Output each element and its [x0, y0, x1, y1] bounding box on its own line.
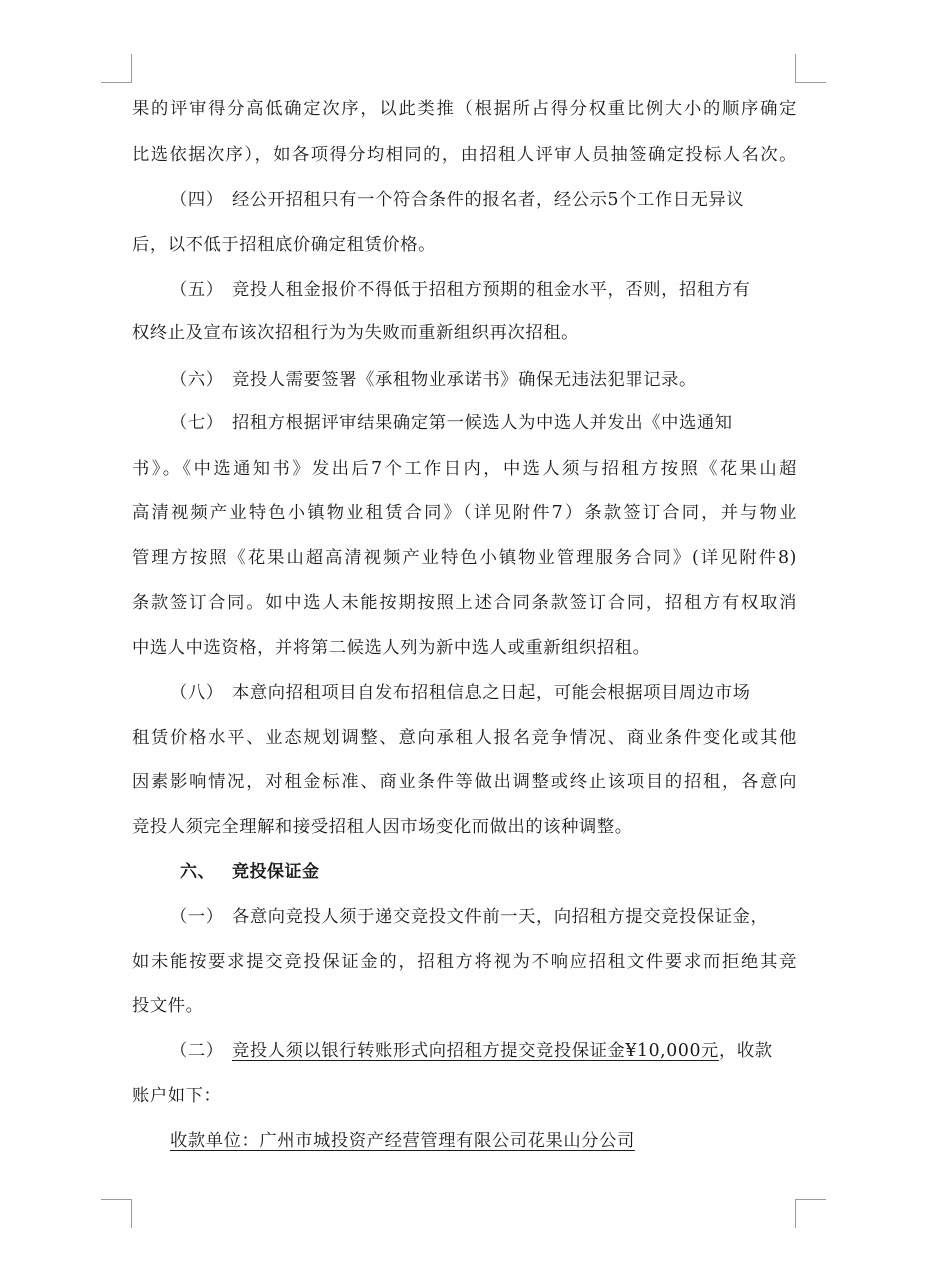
crop-mark-bottom-left	[101, 1199, 132, 1228]
text-line: 条款签订合同。如中选人未能按期按照上述合同条款签订合同，招租方有权取消	[132, 593, 797, 613]
item-number: （一）	[170, 907, 224, 927]
text-line: 竞投人需要签署《承租物业承诺书》确保无违法犯罪记录。	[232, 370, 697, 390]
deposit-amount-text: 竞投人须以银行转账形式向招租方提交竞投保证金¥10,000元	[232, 1041, 719, 1061]
text-line: 账户如下：	[132, 1086, 222, 1106]
text-line: 果的评审得分高低确定次序，以此类推（根据所占得分权重比例大小的顺序确定	[132, 99, 797, 119]
text-line: 后，以不低于招租底价确定租赁价格。	[132, 235, 436, 255]
paragraph-6	[170, 365, 797, 395]
item-number: （五）	[170, 280, 224, 300]
paragraph-5	[170, 275, 797, 305]
text-line: 本意向招租项目自发布招租信息之日起，可能会根据项目周边市场	[232, 683, 751, 703]
paragraph-7	[170, 408, 797, 438]
text-line: 各意向竞投人须于递交竞投文件前一天，向招租方提交竞投保证金，	[232, 907, 769, 927]
payee-name: 收款单位：广州市城投资产经营管理有限公司花果山分公司	[170, 1131, 635, 1151]
crop-mark-bottom-right	[795, 1199, 826, 1228]
text-line: 因素影响情况，对租金标准、商业条件等做出调整或终止该项目的招租，各意向	[132, 772, 797, 792]
crop-mark-top-right	[795, 54, 826, 83]
text-line: 如未能按要求提交竞投保证金的，招租方将视为不响应招租文件要求而拒绝其竞	[132, 952, 797, 972]
payee-line	[170, 1126, 797, 1156]
item-number: （四）	[170, 190, 224, 210]
text-line: 权终止及宣布该次招租行为为失败而重新组织再次招租。	[132, 323, 580, 343]
paragraph-4	[170, 185, 797, 215]
text-line: 中选人中选资格，并将第二候选人列为新中选人或重新组织招租。	[132, 638, 651, 658]
text-line: ，收款	[718, 1041, 773, 1061]
section-heading	[180, 857, 780, 887]
item-number: （八）	[170, 683, 224, 703]
paragraph-1	[170, 902, 797, 932]
item-number: （七）	[170, 413, 224, 433]
text-line: 书》。《中选通知书》发出后7个工作日内，中选人须与招租方按照《花果山超	[132, 459, 797, 479]
text-line: 竞投人须完全理解和接受招租人因市场变化而做出的该种调整。	[132, 817, 633, 837]
text-line: 投文件。	[132, 996, 204, 1016]
text-line: 比选依据次序），如各项得分均相同的，由招租人评审人员抽签确定投标人名次。	[132, 145, 797, 165]
crop-mark-top-left	[101, 54, 132, 83]
paragraph-8	[170, 678, 797, 708]
text-line: 招租方根据评审结果确定第一候选人为中选人并发出《中选通知	[232, 413, 733, 433]
paragraph-2	[170, 1036, 797, 1066]
text-line: 竞投人租金报价不得低于招租方预期的租金水平，否则，招租方有	[232, 280, 751, 300]
item-number: （二）	[170, 1041, 224, 1061]
text-line: 管理方按照《花果山超高清视频产业特色小镇物业管理服务合同》(详见附件8)	[132, 548, 797, 568]
item-number: （六）	[170, 370, 224, 390]
text-line: 租赁价格水平、业态规划调整、意向承租人报名竞争情况、商业条件变化或其他	[132, 728, 797, 748]
text-line: 经公开招租只有一个符合条件的报名者，经公示5个工作日无异议	[232, 190, 745, 210]
text-line: 高清视频产业特色小镇物业租赁合同》（详见附件7）条款签订合同，并与物业	[132, 503, 797, 523]
section-title: 竞投保证金	[232, 862, 320, 882]
section-number: 六、	[180, 862, 215, 882]
